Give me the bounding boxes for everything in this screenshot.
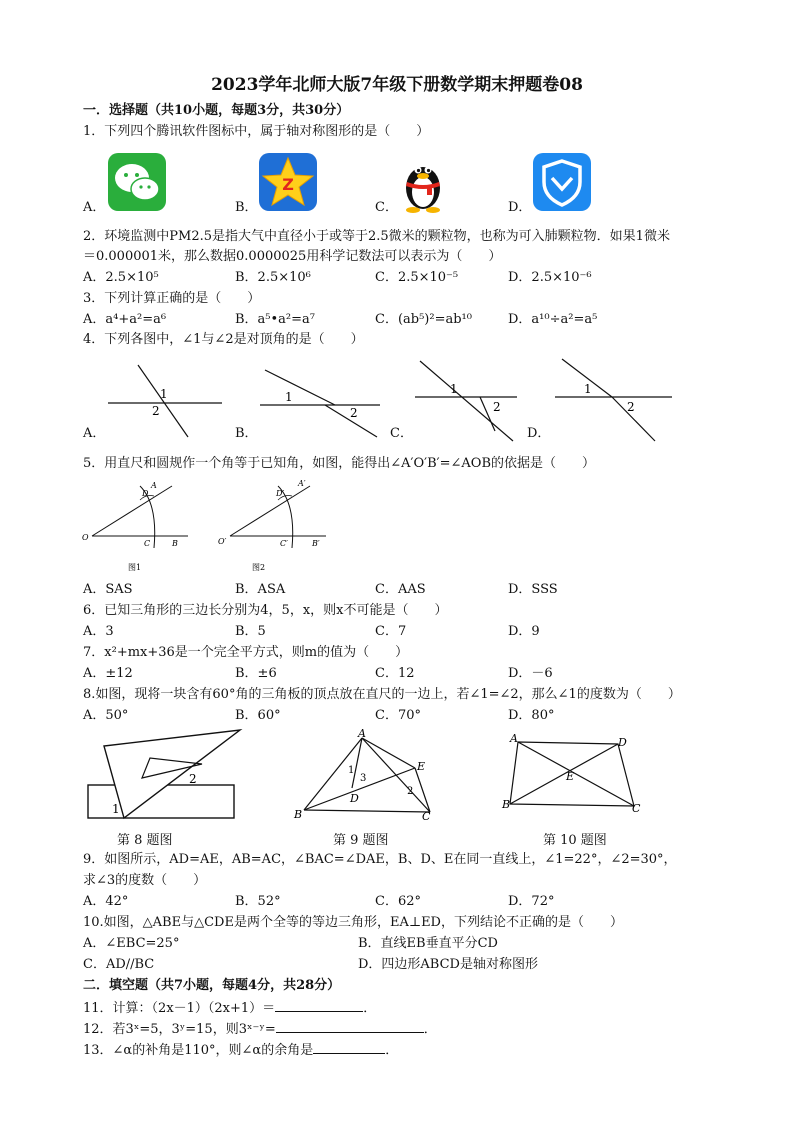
q4-figure-b (255, 355, 385, 445)
q1-stem: 1．下列四个腾讯软件图标中，属于轴对称图形的是（ ） (83, 124, 430, 139)
q9-option-a: A．42° (83, 894, 129, 909)
q4-c-angle2: 2 (493, 400, 501, 414)
q5-f1-a: A (151, 481, 157, 490)
svg-text:C: C (422, 810, 431, 823)
q9-line2: 求∠3的度数（ ） (83, 873, 207, 888)
section1-heading: 一．选择题（共10小题，每题3分，共30分） (83, 103, 350, 118)
q9-option-c: C．62° (375, 894, 421, 909)
q2-line2: ＝0.000001米，那么数据0.0000025用科学记数法可以表示为（ ） (83, 249, 502, 264)
fig10-caption: 第 10 题图 (543, 833, 607, 848)
q2-line1: 2．环境监测中PM2.5是指大气中直径小于或等于2.5微米的颗粒物，也称为可入肺颗粒物．如果1微米 (83, 229, 670, 244)
q4-stem: 4．下列各图中，∠1与∠2是对顶角的是（ ） (83, 332, 364, 347)
q5-option-a: A．SAS (83, 582, 133, 597)
q1-option-a: A． (83, 200, 106, 215)
q6-option-c: C．7 (375, 624, 407, 639)
q1-option-b: B． (235, 200, 258, 215)
q12: 12．若3ˣ=5，3ʸ=15，则3ˣ⁻ʸ= ． (83, 1022, 437, 1037)
svg-text:B: B (502, 798, 511, 811)
q3-option-d: D．a¹⁰÷a²=a⁵ (508, 312, 598, 327)
q8-option-b: B．60° (235, 708, 281, 723)
q8-option-d: D．80° (508, 708, 555, 723)
q7-stem: 7．x²+mx+36是一个完全平方式，则m的值为（ ） (83, 645, 409, 660)
q4-option-d: D． (527, 426, 551, 441)
section2-heading: 二．填空题（共7小题，每题4分，共28分） (83, 978, 341, 993)
q4-figure-c (405, 355, 525, 445)
q5-f2-o: O′ (218, 537, 227, 546)
q10-option-d: D．四边形ABCD是轴对称图形 (358, 957, 538, 972)
svg-text:1: 1 (112, 802, 120, 816)
q2-option-b: B．2.5×10⁶ (235, 270, 311, 285)
q11-text: 11．计算：（2x－1）（2x+1）＝ (83, 1001, 276, 1016)
q2-option-d: D．2.5×10⁻⁶ (508, 270, 592, 285)
q4-figure-a (100, 355, 230, 445)
q4-option-c: C． (390, 426, 413, 441)
q10-option-c: C．AD//BC (83, 957, 155, 972)
svg-text:2: 2 (407, 786, 414, 797)
q8-figure (84, 728, 244, 823)
q5-f2-c: C′ (280, 539, 288, 548)
q4-d-angle1: 1 (584, 382, 592, 396)
q1-option-d: D． (508, 200, 532, 215)
q10-option-b: B．直线EB垂直平分CD (358, 936, 498, 951)
q6-option-d: D．9 (508, 624, 540, 639)
q5-f2-d: D′ (276, 489, 285, 498)
q5-figure-1 (80, 474, 200, 574)
q8-option-a: A．50° (83, 708, 129, 723)
qq-penguin-icon (398, 152, 448, 214)
q7-option-b: B．±6 (235, 666, 277, 681)
q13-answer-blank[interactable] (313, 1041, 385, 1054)
q6-option-a: A．3 (83, 624, 114, 639)
q5-fig2-caption: 图2 (252, 563, 266, 572)
svg-text:A: A (510, 732, 518, 745)
q6-option-b: B．5 (235, 624, 266, 639)
q7-option-d: D．－6 (508, 666, 553, 681)
q9-figure (290, 728, 440, 823)
q4-a-angle2: 2 (152, 404, 160, 418)
q3-stem: 3．下列计算正确的是（ ） (83, 291, 261, 306)
q5-figure-2 (218, 474, 338, 574)
q4-d-angle2: 2 (627, 400, 635, 414)
q11: 11．计算：（2x－1）（2x+1）＝ ． (83, 1001, 377, 1016)
q4-b-angle2: 2 (350, 406, 358, 420)
q3-option-b: B．a⁵•a²=a⁷ (235, 312, 315, 327)
svg-text:E: E (566, 770, 575, 783)
q8-option-c: C．70° (375, 708, 421, 723)
svg-text:Z: Z (282, 175, 294, 194)
svg-text:3: 3 (360, 773, 367, 784)
q4-figure-d (550, 355, 680, 445)
q6-stem: 6．已知三角形的三边长分别为4，5，x，则x不可能是（ ） (83, 603, 448, 618)
q4-option-a: A． (83, 426, 106, 441)
q8-stem: 8.如图，现将一块含有60°角的三角板的顶点放在直尺的一边上，若∠1=∠2，那么∠1的度数为（ ） (83, 687, 681, 702)
q5-f2-b: B′ (312, 539, 320, 548)
q12-answer-blank[interactable] (276, 1020, 424, 1033)
q5-option-d: D．SSS (508, 582, 558, 597)
tencent-guard-icon (532, 152, 592, 212)
qzone-icon (258, 152, 318, 212)
q12-text: 12．若3ˣ=5，3ʸ=15，则3ˣ⁻ʸ= (83, 1022, 276, 1037)
q5-f1-d: D (142, 489, 149, 498)
q1-option-c: C． (375, 200, 398, 215)
q10-stem: 10.如图，△ABE与△CDE是两个全等的等边三角形，EA⊥ED，下列结论不正确的是（ ） (83, 915, 623, 930)
q3-option-a: A．a⁴+a²=a⁶ (83, 312, 167, 327)
q5-fig1-caption: 图1 (128, 563, 142, 572)
q5-f1-o: O (82, 533, 89, 542)
q5-option-c: C．AAS (375, 582, 426, 597)
q4-a-angle1: 1 (160, 387, 168, 401)
q5-stem: 5．用直尺和圆规作一个角等于已知角，如图，能得出∠A′O′B′=∠AOB的依据是（ ） (83, 456, 596, 471)
svg-text:1: 1 (348, 765, 355, 776)
q5-f2-a: A′ (298, 479, 306, 488)
q5-f1-c: C (144, 539, 151, 548)
q10-figure (500, 728, 650, 823)
svg-text:B: B (294, 808, 303, 821)
q11-answer-blank[interactable] (275, 999, 363, 1012)
q4-b-angle1: 1 (285, 390, 293, 404)
q13: 13．∠α的补角是110°，则∠α的余角是 ． (83, 1043, 399, 1058)
q4-option-b: B． (235, 426, 258, 441)
svg-text:E: E (417, 760, 426, 773)
q4-c-angle1: 1 (450, 382, 458, 396)
page-title: 2023学年北师大版7年级下册数学期末押题卷08 (211, 75, 583, 95)
q9-option-d: D．72° (508, 894, 555, 909)
q13-text: 13．∠α的补角是110°，则∠α的余角是 (83, 1043, 314, 1058)
q5-option-b: B．ASA (235, 582, 286, 597)
q9-line1: 9．如图所示，AD=AE，AB=AC，∠BAC=∠DAE，B、D、E在同一直线上，∠1=22°，∠2=30°， (83, 852, 677, 867)
q2-option-c: C．2.5×10⁻⁵ (375, 270, 459, 285)
q3-option-c: C．(ab⁵)²=ab¹⁰ (375, 312, 472, 327)
svg-text:D: D (618, 736, 627, 749)
svg-text:A: A (358, 728, 366, 740)
fig8-caption: 第 8 题图 (117, 833, 173, 848)
wechat-icon (107, 152, 167, 212)
q2-option-a: A．2.5×10⁵ (83, 270, 159, 285)
svg-text:2: 2 (189, 772, 197, 786)
q5-f1-b: B (172, 539, 178, 548)
svg-text:D: D (350, 792, 359, 805)
fig9-caption: 第 9 题图 (333, 833, 389, 848)
q10-option-a: A．∠EBC=25° (83, 936, 180, 951)
q7-option-a: A．±12 (83, 666, 133, 681)
svg-text:C: C (632, 802, 641, 815)
q7-option-c: C．12 (375, 666, 415, 681)
q9-option-b: B．52° (235, 894, 281, 909)
